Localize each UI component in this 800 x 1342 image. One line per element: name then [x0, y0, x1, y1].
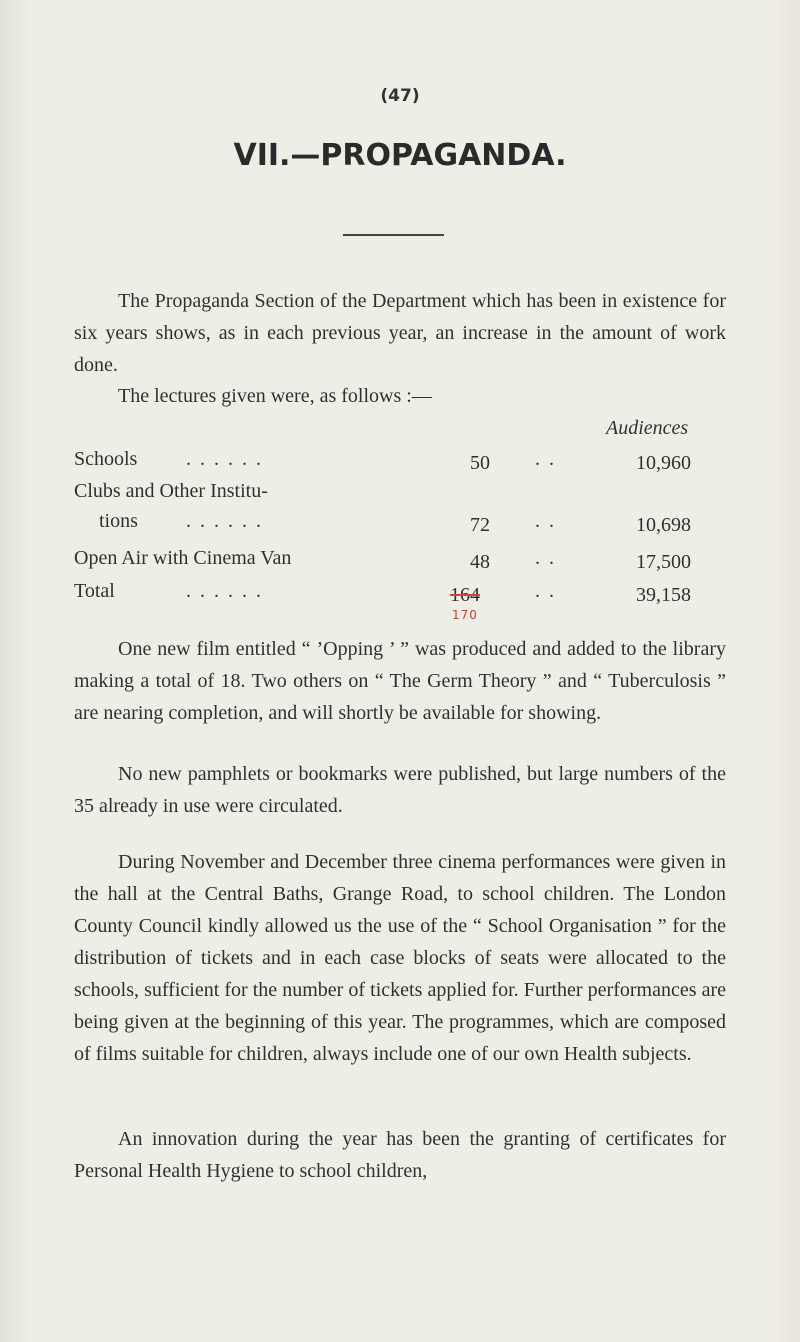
row-label-total: Total	[74, 580, 115, 602]
row-count-total: 164	[450, 584, 480, 606]
paragraph-pamphlets: No new pamphlets or bookmarks were published, but large numbers of the 35 already in use were circulated.	[74, 763, 726, 817]
row-label-schools: Schools	[74, 448, 138, 470]
row-sep-schools: . .	[535, 448, 556, 470]
row-label-clubs-cont: tions	[99, 510, 138, 532]
paragraph-intro: The Propaganda Section of the Department which has been in existence for six years shows, as in each previous year, an increase in the amount of work done.	[74, 290, 726, 376]
handwritten-total-correction: 170	[452, 608, 478, 622]
row-count-open-air: 48	[470, 551, 490, 573]
row-count-schools: 50	[470, 452, 490, 474]
paragraph-certificates: An innovation during the year has been the granting of certificates for Personal Health Hygiene to school children,	[74, 1128, 726, 1182]
row-leader-clubs: . . . . . .	[186, 510, 263, 532]
paragraph-cinema: During November and December three cinema performances were given in the hall at the Central Baths, Grange Road, to school children. The London County Council kindly allowed us the use of the “ School Organisation ” for the distribution of tickets and in each case blocks of seats were allocated to the schools, sufficient for the number of tickets applied for. Further performances are being given at the beginning of this year. The programmes, which are composed of films suitable for children, always include one of our own Health subjects.	[74, 851, 726, 1065]
row-audience-total: 39,158	[636, 584, 691, 606]
row-sep-open-air: . .	[535, 547, 556, 569]
paragraph-lectures-intro: The lectures given were, as follows :—	[118, 385, 432, 407]
row-audience-open-air: 17,500	[636, 551, 691, 573]
audiences-header: Audiences	[606, 417, 689, 439]
section-heading: VII.—PROPAGANDA.	[233, 138, 567, 173]
page-number: (47)	[380, 86, 420, 106]
row-label-open-air: Open Air with Cinema Van	[74, 547, 292, 569]
row-audience-clubs: 10,698	[636, 514, 691, 536]
row-sep-clubs: . .	[535, 510, 556, 532]
row-leader-total: . . . . . .	[186, 580, 263, 602]
row-audience-schools: 10,960	[636, 452, 691, 474]
row-leader-schools: . . . . . .	[186, 448, 263, 470]
row-label-clubs: Clubs and Other Institu-	[74, 480, 268, 502]
row-sep-total: . .	[535, 580, 556, 602]
heading-rule	[343, 234, 444, 236]
row-count-clubs: 72	[470, 514, 490, 536]
paragraph-new-film: One new film entitled “ ’Opping ’ ” was produced and added to the library making a total of 18. Two others on “ The Germ Theory ” and “ Tuberculosis ” are nearing completion, and will shortly be available for showing.	[74, 638, 726, 724]
